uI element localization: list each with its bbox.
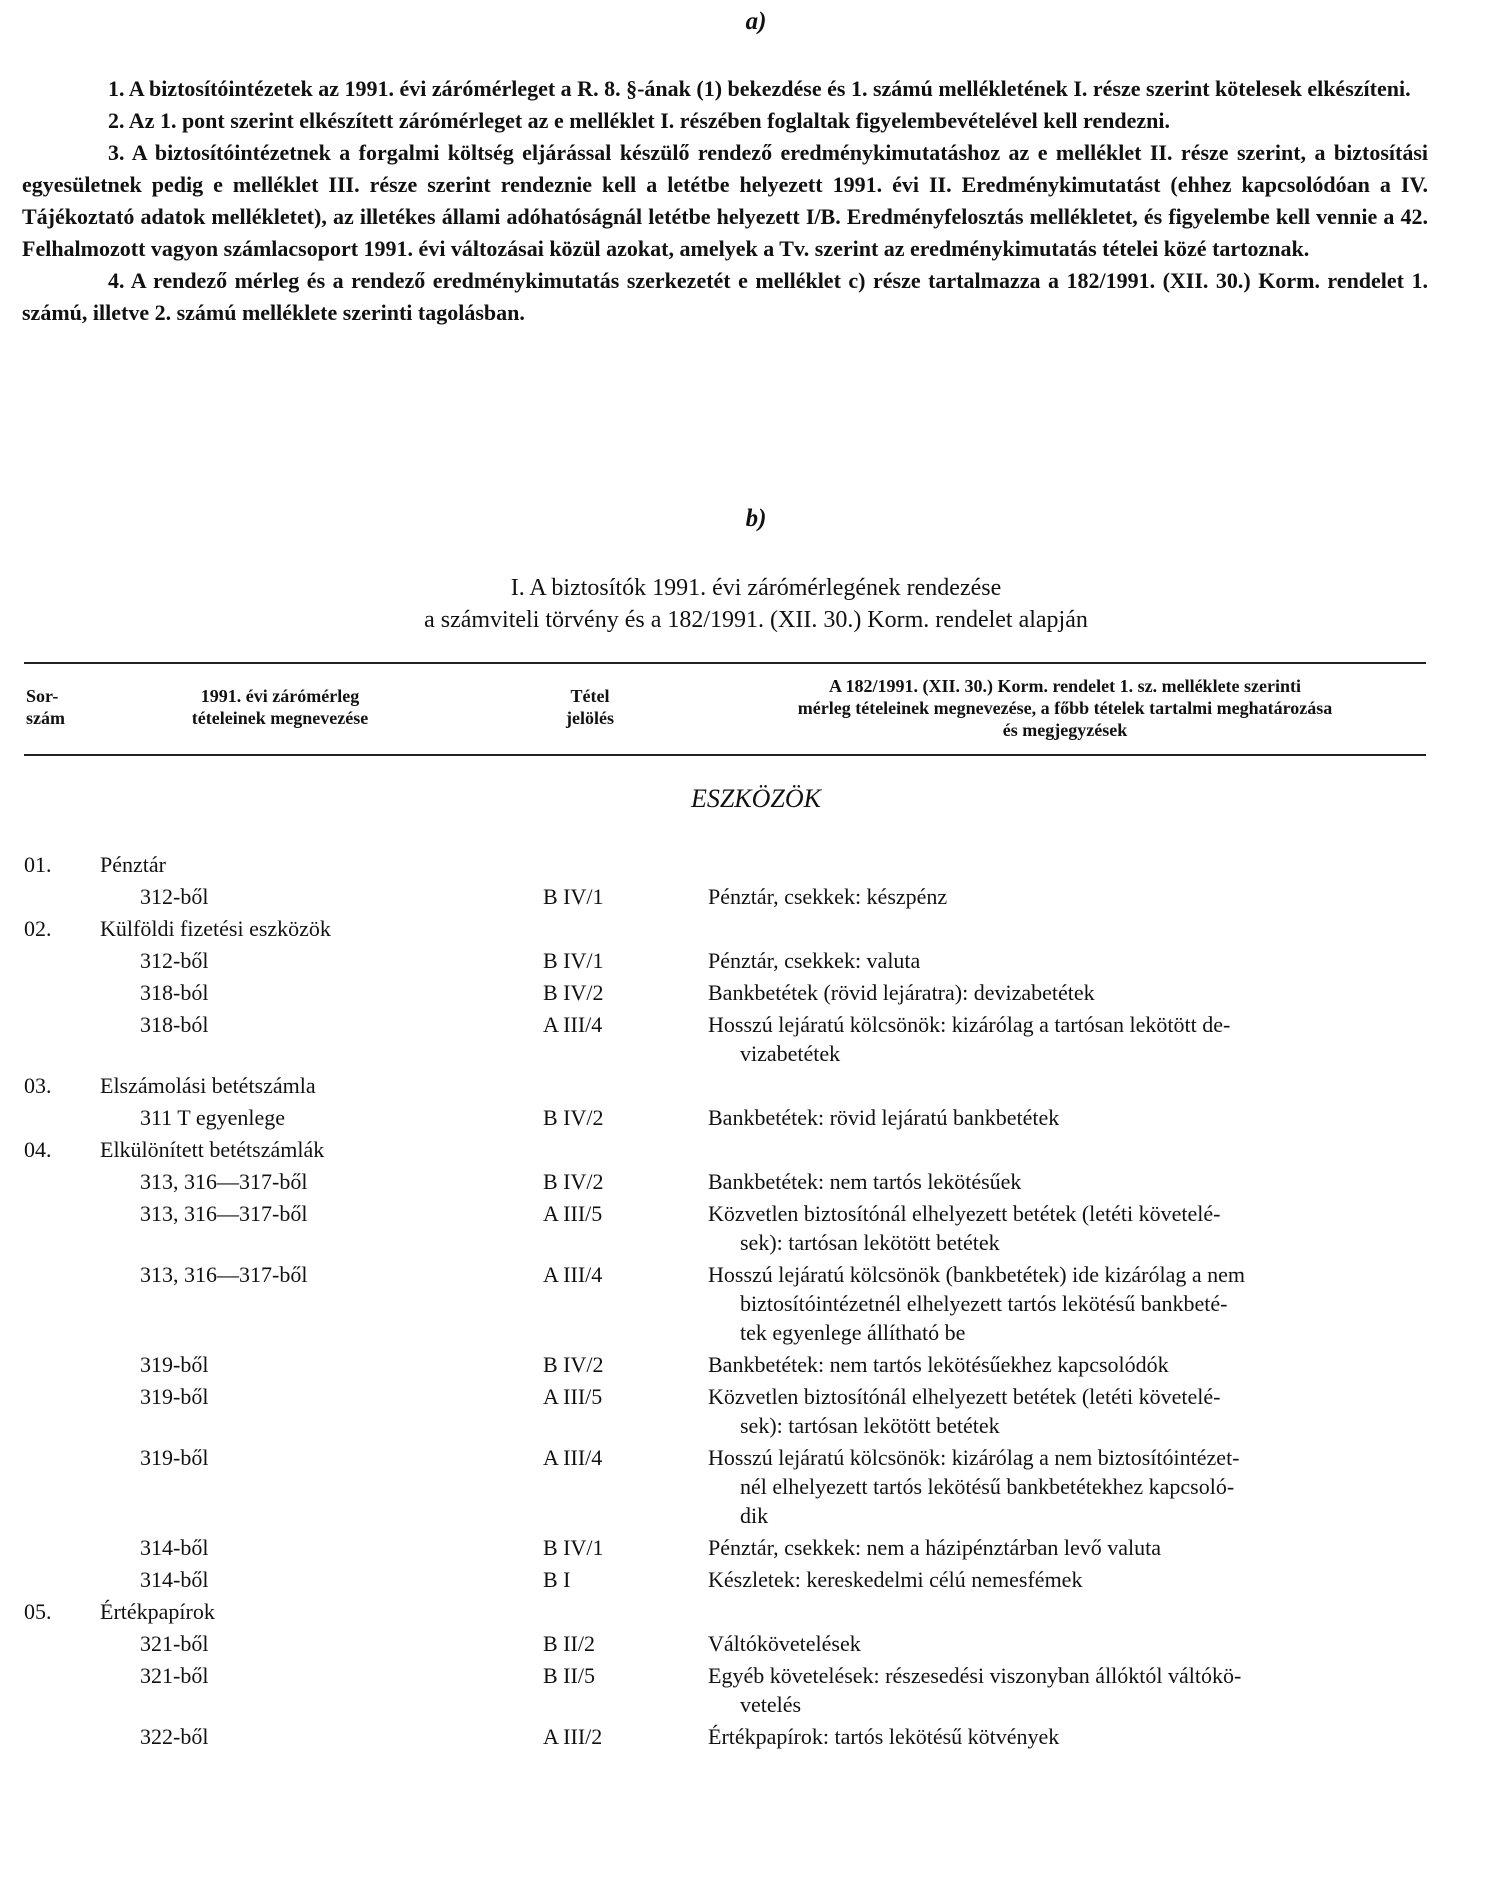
row-number: 04. — [24, 1137, 52, 1162]
header-col-megnevezes: 1991. évi zárómérleg tételeinek megnevezése — [191, 686, 369, 728]
row-tetel-code: B IV/1 — [543, 948, 604, 973]
row-description — [708, 1443, 1422, 1530]
description-line: Hosszú lejáratú kölcsönök (bankbetétek) ide kizárólag a nem — [708, 1262, 1245, 1287]
row-tetel-code: B IV/2 — [543, 1169, 604, 1194]
description-line: vizabetétek — [740, 1041, 841, 1066]
row-account: 319-ből — [140, 1445, 209, 1470]
row-item-name: Elkülönített betétszámlák — [100, 1137, 325, 1162]
row-description — [708, 1565, 1422, 1594]
header-col-korm-rendelet: A 182/1991. (XII. 30.) Korm. rendelet 1. sz. melléklete szerinti mérleg tételeinek megnevezése, a főbb tételek tartalmi meghatározása és megjegyzések — [797, 676, 1333, 740]
description-line: nél elhelyezett tartós lekötésű bankbetétekhez kapcsoló- — [740, 1474, 1235, 1499]
description-line: Értékpapírok: tartós lekötésű kötvények — [708, 1724, 1060, 1749]
header-col-tetel: Tétel jelölés — [566, 686, 614, 728]
row-tetel-code: B IV/2 — [543, 1105, 604, 1130]
row-item-name: Elszámolási betétszámla — [100, 1073, 316, 1098]
row-description — [708, 1382, 1422, 1440]
description-line: tek egyenlege állítható be — [740, 1320, 966, 1345]
row-description — [708, 1103, 1422, 1132]
description-line: Készletek: kereskedelmi célú nemesfémek — [708, 1567, 1083, 1592]
row-description — [708, 1629, 1422, 1658]
description-line: Közvetlen biztosítónál elhelyezett betétek (letéti követelé- — [708, 1384, 1221, 1409]
section-a-paragraphs — [22, 73, 1428, 329]
row-description — [708, 1167, 1422, 1196]
row-account: 311 T egyenlege — [140, 1105, 285, 1130]
row-description — [708, 1260, 1422, 1347]
description-line: sek): tartósan lekötött betétek — [740, 1413, 1000, 1438]
header-col-sorszam: Sor- szám — [26, 686, 65, 728]
row-account: 319-ből — [140, 1384, 209, 1409]
row-description — [708, 882, 1422, 911]
row-item-name: Értékpapírok — [100, 1599, 215, 1624]
description-line: sek): tartósan lekötött betétek — [740, 1230, 1000, 1255]
row-description — [708, 1010, 1422, 1068]
description-line: Pénztár, csekkek: készpénz — [708, 884, 948, 909]
row-description — [708, 1533, 1422, 1562]
description-line: Pénztár, csekkek: valuta — [708, 948, 921, 973]
row-account: 321-ből — [140, 1663, 209, 1688]
row-account: 319-ből — [140, 1352, 209, 1377]
row-tetel-code: A III/4 — [543, 1445, 603, 1470]
description-line: vetelés — [740, 1692, 802, 1717]
row-account: 313, 316—317-ből — [140, 1169, 308, 1194]
row-account: 318-ból — [140, 1012, 209, 1037]
section-heading-eszkozok: ESZKÖZÖK — [690, 784, 822, 813]
row-account: 312-ből — [140, 884, 209, 909]
row-tetel-code: B IV/1 — [543, 1535, 604, 1560]
paragraph-1: 1. A biztosítóintézetek az 1991. évi zárómérleget a R. 8. §-ának (1) bekezdése és 1. számú mellékletének I. része szerint kötelesek elkészíteni. — [108, 76, 1411, 101]
row-account: 322-ből — [140, 1724, 209, 1749]
row-tetel-code: B IV/2 — [543, 980, 604, 1005]
row-tetel-code: B IV/1 — [543, 884, 604, 909]
row-tetel-code: B II/5 — [543, 1663, 595, 1688]
description-line: Pénztár, csekkek: nem a házipénztárban levő valuta — [708, 1535, 1161, 1560]
row-account: 312-ből — [140, 948, 209, 973]
row-description — [708, 978, 1422, 1007]
row-account: 314-ből — [140, 1535, 209, 1560]
description-line: Bankbetétek (rövid lejáratra): devizabetétek — [708, 980, 1095, 1005]
paragraph-3: 3. A biztosítóintézetnek a forgalmi költség eljárással készülő rendező eredménykimutatáshoz az e melléklet II. része szerint, a biztosítási egyesületnek pedig e melléklet III. része szerint rendeznie kell a letétbe helyezett 1991. évi II. Eredménykimutatást (ehhez kapcsolódóan a IV. Tájékoztató adatok mellékletet), az illetékes állami adóhatóságnál letétbe helyezett I/B. Eredményfelosztás mellékletet, és figyelembe kell vennie a 42. Felhalmozott vagyon számlacsoport 1991. évi változásai közül azokat, amelyek a Tv. szerint az eredménykimutatás tételei közé tartoznak. — [22, 140, 1428, 261]
row-description — [708, 1661, 1422, 1719]
description-line: Váltókövetelések — [708, 1631, 861, 1656]
row-tetel-code: A III/5 — [543, 1201, 603, 1226]
paragraph-4: 4. A rendező mérleg és a rendező eredménykimutatás szerkezetét e melléklet c) része tartalmazza a 182/1991. (XII. 30.) Korm. rendelet 1. számú, illetve 2. számú melléklete szerinti tagolásban. — [22, 268, 1428, 325]
section-b-title-line2: a számviteli törvény és a 182/1991. (XII. 30.) Korm. rendelet alapján — [424, 607, 1088, 633]
row-description — [708, 1722, 1422, 1751]
row-tetel-code: B II/2 — [543, 1631, 595, 1656]
row-description — [708, 946, 1422, 975]
description-line: dik — [740, 1503, 769, 1528]
table-top-rule — [24, 662, 1426, 664]
description-line: biztosítóintézetnél elhelyezett tartós lekötésű bankbeté- — [740, 1291, 1228, 1316]
row-tetel-code: A III/5 — [543, 1384, 603, 1409]
description-line: Bankbetétek: nem tartós lekötésűekhez kapcsolódók — [708, 1352, 1169, 1377]
description-line: Egyéb követelések: részesedési viszonyban állóktól váltókö- — [708, 1663, 1242, 1688]
paragraph-2: 2. Az 1. pont szerint elkészített zárómérleget az e melléklet I. részében foglaltak figyelembevételével kell rendezni. — [108, 108, 1170, 133]
row-account: 313, 316—317-ből — [140, 1262, 308, 1287]
description-line: Közvetlen biztosítónál elhelyezett betétek (letéti követelé- — [708, 1201, 1221, 1226]
row-tetel-code: A III/2 — [543, 1724, 603, 1749]
row-item-name: Pénztár — [100, 852, 166, 877]
description-line: Hosszú lejáratú kölcsönök: kizárólag a nem biztosítóintézet- — [708, 1445, 1240, 1470]
description-line: Hosszú lejáratú kölcsönök: kizárólag a tartósan lekötött de- — [708, 1012, 1231, 1037]
row-tetel-code: B I — [543, 1567, 571, 1592]
description-line: Bankbetétek: rövid lejáratú bankbetétek — [708, 1105, 1060, 1130]
row-description — [708, 1350, 1422, 1379]
row-account: 321-ből — [140, 1631, 209, 1656]
description-line: Bankbetétek: nem tartós lekötésűek — [708, 1169, 1022, 1194]
row-description — [708, 1199, 1422, 1257]
row-number: 01. — [24, 852, 52, 877]
section-a-letter: a) — [745, 8, 767, 35]
row-number: 02. — [24, 916, 52, 941]
section-b-letter: b) — [745, 505, 767, 532]
table-header-rule — [24, 754, 1426, 756]
row-tetel-code: A III/4 — [543, 1012, 603, 1037]
row-item-name: Külföldi fizetési eszközök — [100, 916, 331, 941]
row-account: 313, 316—317-ből — [140, 1201, 308, 1226]
row-account: 318-ból — [140, 980, 209, 1005]
row-tetel-code: A III/4 — [543, 1262, 603, 1287]
row-number: 05. — [24, 1599, 52, 1624]
section-b-title-line1: I. A biztosítók 1991. évi zárómérlegének rendezése — [510, 575, 1002, 601]
row-account: 314-ből — [140, 1567, 209, 1592]
row-tetel-code: B IV/2 — [543, 1352, 604, 1377]
row-number: 03. — [24, 1073, 52, 1098]
